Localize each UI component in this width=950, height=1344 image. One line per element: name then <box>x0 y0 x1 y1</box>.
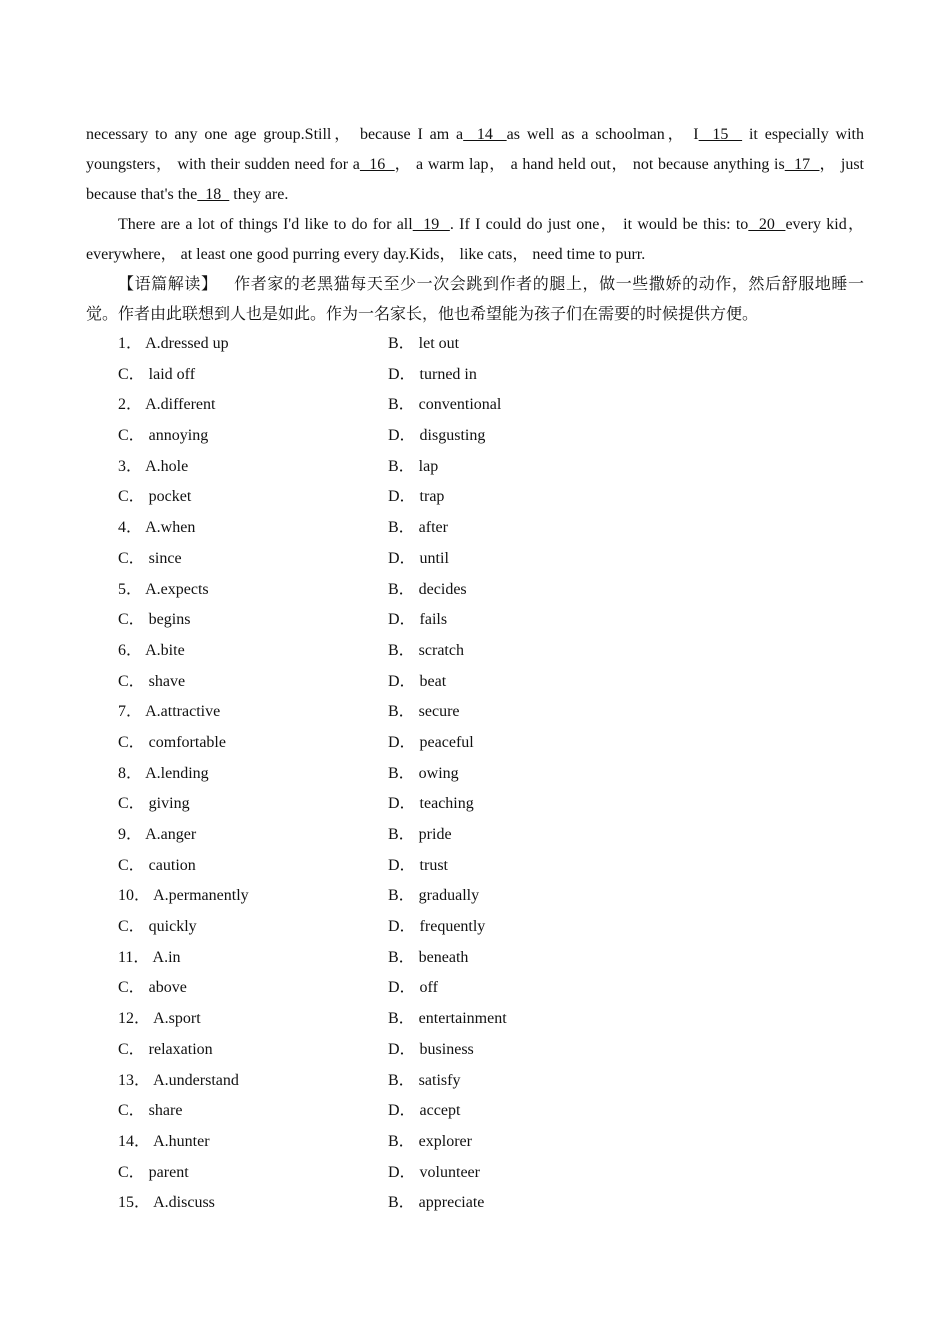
option-left: 4． A.when <box>118 519 196 537</box>
option-left: C． laid off <box>118 365 196 383</box>
option-left: 11． A.in <box>118 948 181 966</box>
option-row <box>86 820 864 851</box>
option-right: D． peaceful <box>388 733 474 751</box>
option-left: C． share <box>118 1102 183 1120</box>
option-row <box>86 1096 864 1127</box>
option-left: 8． A.lending <box>118 764 209 782</box>
option-row <box>86 728 864 759</box>
blank-18: 18 <box>197 186 230 203</box>
passage-text: they are. <box>229 186 289 203</box>
reading-analysis-text: 作者家的老黑猫每天至少一次会跳到作者的腿上，做一些撒娇的动作，然后舒服地睡一觉。作者由此联想到人也是如此。作为一名家长，他也希望能为孩子们在需要的时候提供方便。 <box>86 276 864 323</box>
option-row <box>86 636 864 667</box>
option-right: D． business <box>388 1040 474 1058</box>
option-row <box>86 1066 864 1097</box>
option-right: D． trap <box>388 488 445 506</box>
option-left: C． caution <box>118 856 196 874</box>
option-row <box>86 544 864 575</box>
passage-paragraph-1 <box>86 120 864 210</box>
option-left: C． shave <box>118 672 186 690</box>
passage-text: . If I could do just one， it would be this: to <box>449 216 749 233</box>
option-right: D． off <box>388 979 438 997</box>
option-right: B． appreciate <box>388 1194 485 1212</box>
option-row <box>86 851 864 882</box>
option-right: D． volunteer <box>388 1163 480 1181</box>
blank-14: 14 <box>463 126 507 143</box>
option-left: C． begins <box>118 611 191 629</box>
option-row <box>86 575 864 606</box>
option-row <box>86 881 864 912</box>
option-left: C． above <box>118 979 187 997</box>
option-row <box>86 482 864 513</box>
option-row <box>86 943 864 974</box>
option-right: B． after <box>388 519 448 537</box>
option-right: B． conventional <box>388 396 502 414</box>
option-left: C． giving <box>118 795 190 813</box>
option-row <box>86 667 864 698</box>
passage-text: ， a warm lap， a hand held out， not because anything is <box>394 156 785 173</box>
option-right: B． decides <box>388 580 467 598</box>
option-row <box>86 329 864 360</box>
option-right: B． gradually <box>388 887 480 905</box>
option-left: C． since <box>118 549 182 567</box>
passage-text: it especially with youngsters， with their sudden need for a <box>86 126 865 173</box>
document-page <box>86 120 864 1219</box>
option-right: B． owing <box>388 764 459 782</box>
option-row <box>86 1188 864 1219</box>
options-list <box>86 329 864 1219</box>
option-right: B． entertainment <box>388 1010 507 1028</box>
option-row <box>86 1127 864 1158</box>
option-left: C． parent <box>118 1163 189 1181</box>
passage-paragraph-2 <box>86 210 864 270</box>
option-left: 10． A.permanently <box>118 887 249 905</box>
option-row <box>86 452 864 483</box>
option-row <box>86 789 864 820</box>
option-left: 6． A.bite <box>118 641 185 659</box>
option-left: C． quickly <box>118 918 197 936</box>
passage-text: necessary to any one age group.Still， because I am a <box>86 126 464 143</box>
option-right: B． explorer <box>388 1132 472 1150</box>
reading-analysis-tag: 【语篇解读】 <box>118 276 218 293</box>
blank-17: 17 <box>784 156 820 173</box>
option-right: B． let out <box>388 335 460 352</box>
blank-16: 16 <box>359 156 395 173</box>
blank-20: 20 <box>748 216 786 233</box>
option-left: 3． A.hole <box>118 457 189 475</box>
option-left: C． comfortable <box>118 733 226 751</box>
option-left: 5． A.expects <box>118 580 209 598</box>
option-left: 2． A.different <box>118 396 216 414</box>
option-right: B． lap <box>388 457 439 475</box>
option-left: 15． A.discuss <box>118 1194 215 1212</box>
option-left: C． pocket <box>118 488 192 506</box>
option-left: C． annoying <box>118 427 209 445</box>
option-row <box>86 605 864 636</box>
reading-analysis <box>86 270 864 329</box>
option-right: D． accept <box>388 1102 461 1120</box>
option-row <box>86 1035 864 1066</box>
option-row <box>86 390 864 421</box>
option-row <box>86 513 864 544</box>
option-right: D． turned in <box>388 365 477 383</box>
option-left: 14． A.hunter <box>118 1132 210 1150</box>
option-right: D． trust <box>388 856 449 874</box>
option-right: D． until <box>388 549 449 567</box>
option-right: D． teaching <box>388 795 474 813</box>
blank-15: 15 <box>698 126 743 143</box>
option-right: D． disgusting <box>388 427 486 445</box>
option-right: B． satisfy <box>388 1071 461 1089</box>
option-row <box>86 1158 864 1189</box>
option-left: 1． A.dressed up <box>118 335 229 352</box>
option-row <box>86 697 864 728</box>
passage-text: There are a lot of things I'd like to do for all <box>118 216 413 233</box>
option-left: 9． A.anger <box>118 826 197 843</box>
option-right: D． frequently <box>388 918 486 936</box>
option-right: B． pride <box>388 826 452 843</box>
option-right: B． secure <box>388 703 460 721</box>
passage-text: as well as a schoolman， I <box>506 126 699 143</box>
option-right: B． scratch <box>388 641 464 659</box>
option-right: D． fails <box>388 611 448 629</box>
blank-19: 19 <box>412 216 450 233</box>
option-left: 13． A.understand <box>118 1071 239 1089</box>
passage-text: ， just because that's the <box>86 156 864 203</box>
option-left: 12． A.sport <box>118 1010 201 1028</box>
option-row <box>86 421 864 452</box>
option-left: C． relaxation <box>118 1040 213 1058</box>
passage-text: every kid， everywhere， at least one good purring every day.Kids， like cats， need time to purr. <box>86 216 864 263</box>
option-row <box>86 759 864 790</box>
option-row <box>86 973 864 1004</box>
option-right: B． beneath <box>388 948 469 966</box>
option-right: D． beat <box>388 672 447 690</box>
option-row <box>86 360 864 391</box>
option-row <box>86 912 864 943</box>
option-row <box>86 1004 864 1035</box>
option-left: 7． A.attractive <box>118 703 221 721</box>
